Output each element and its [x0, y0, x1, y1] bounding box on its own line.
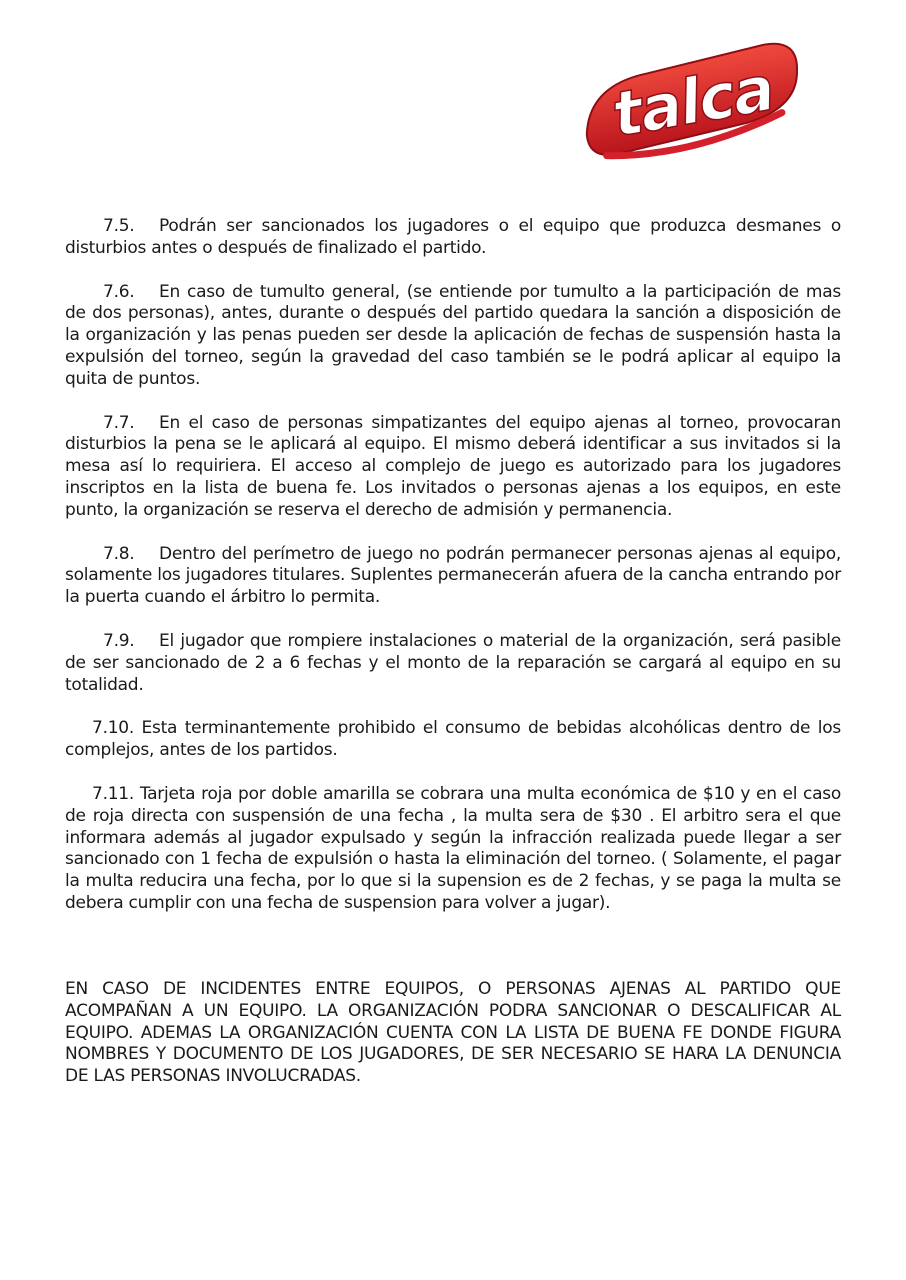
rule-paragraph — [65, 631, 841, 696]
rule-text: Dentro del perímetro de juego no podrán permanecer personas ajenas al equipo, solamente los jugadores titulares. Suplentes permanecerán afuera de la cancha entrando por la puerta cuando el árbitro lo permita. — [65, 543, 841, 608]
rule-number: 7.5. — [103, 216, 135, 236]
rule-number: 7.8. — [103, 543, 135, 564]
rule-text: El jugador que rompiere instalaciones o material de la organización, será pasible de ser sancionado de 2 a 6 fechas y el monto de la reparación se cargará al equipo en su totalidad. — [65, 630, 841, 695]
rule-number: 7.6. — [103, 281, 135, 302]
talca-logo — [572, 28, 812, 168]
rules-content — [65, 216, 841, 937]
rule-paragraph — [65, 544, 841, 609]
incident-notice: EN CASO DE INCIDENTES ENTRE EQUIPOS, O PERSONAS AJENAS AL PARTIDO QUE ACOMPAÑAN A UN EQUIPO. LA ORGANIZACIÓN PODRA SANCIONAR O DESCALIFICAR AL EQUIPO. ADEMAS LA ORGANIZACIÓN CUENTA CON LA LISTA DE BUENA FE DONDE FIGURA NOMBRES Y DOCUMENTO DE LOS JUGADORES, DE SER NECESARIO SE HARA LA DENUNCIA DE LAS PERSONAS INVOLUCRADAS. — [65, 979, 841, 1087]
rule-text: En caso de tumulto general, (se entiende por tumulto a la participación de mas de dos personas), antes, durante o después del partido quedara la sanción a disposición de la organización y las penas pueden ser desde la aplicación de fechas de suspensión hasta la expulsión del torneo, según la gravedad del caso también se le podrá aplicar al equipo la quita de puntos. — [65, 281, 841, 389]
rule-paragraph — [65, 784, 841, 915]
rule-text: Podrán ser sancionados los jugadores o el equipo que produzca desmanes o disturbios antes o después de finalizado el partido. — [65, 216, 841, 258]
rule-paragraph — [65, 282, 841, 391]
rule-paragraph — [65, 413, 841, 522]
rule-number: 7.11. — [92, 783, 135, 804]
svg-text:talca: talca — [606, 51, 779, 152]
rule-number: 7.10. — [92, 718, 135, 739]
rule-text: En el caso de personas simpatizantes del equipo ajenas al torneo, provocaran disturbios la pena se le aplicará al equipo. El mismo deberá identificar a sus invitados si la mesa así lo requiriera. El acceso al complejo de juego es autorizado para los jugadores inscriptos en la lista de buena fe. Los invitados o personas ajenas a los equipos, en este punto, la organización se reserva el derecho de admisión y permanencia. — [65, 412, 841, 520]
rule-number: 7.9. — [103, 630, 135, 651]
rule-text: Tarjeta roja por doble amarilla se cobrara una multa económica de $10 y en el caso de roja directa con suspensión de una fecha , la multa sera de $30 . El arbitro sera el que informara además al jugador expulsado y según la infracción realizada puede llegar a ser sancionado con 1 fecha de expulsión o hasta la eliminación del torneo. ( Solamente, el pagar la multa reducira una fecha, por lo que si la supension es de 2 fechas, y se paga la multa se debera cumplir con una fecha de suspension para volver a jugar). — [65, 783, 841, 913]
rule-paragraph — [65, 718, 841, 762]
rule-text: Esta terminantemente prohibido el consumo de bebidas alcohólicas dentro de los complejos, antes de los partidos. — [65, 718, 841, 761]
rule-number: 7.7. — [103, 412, 135, 433]
rule-paragraph — [65, 216, 841, 260]
